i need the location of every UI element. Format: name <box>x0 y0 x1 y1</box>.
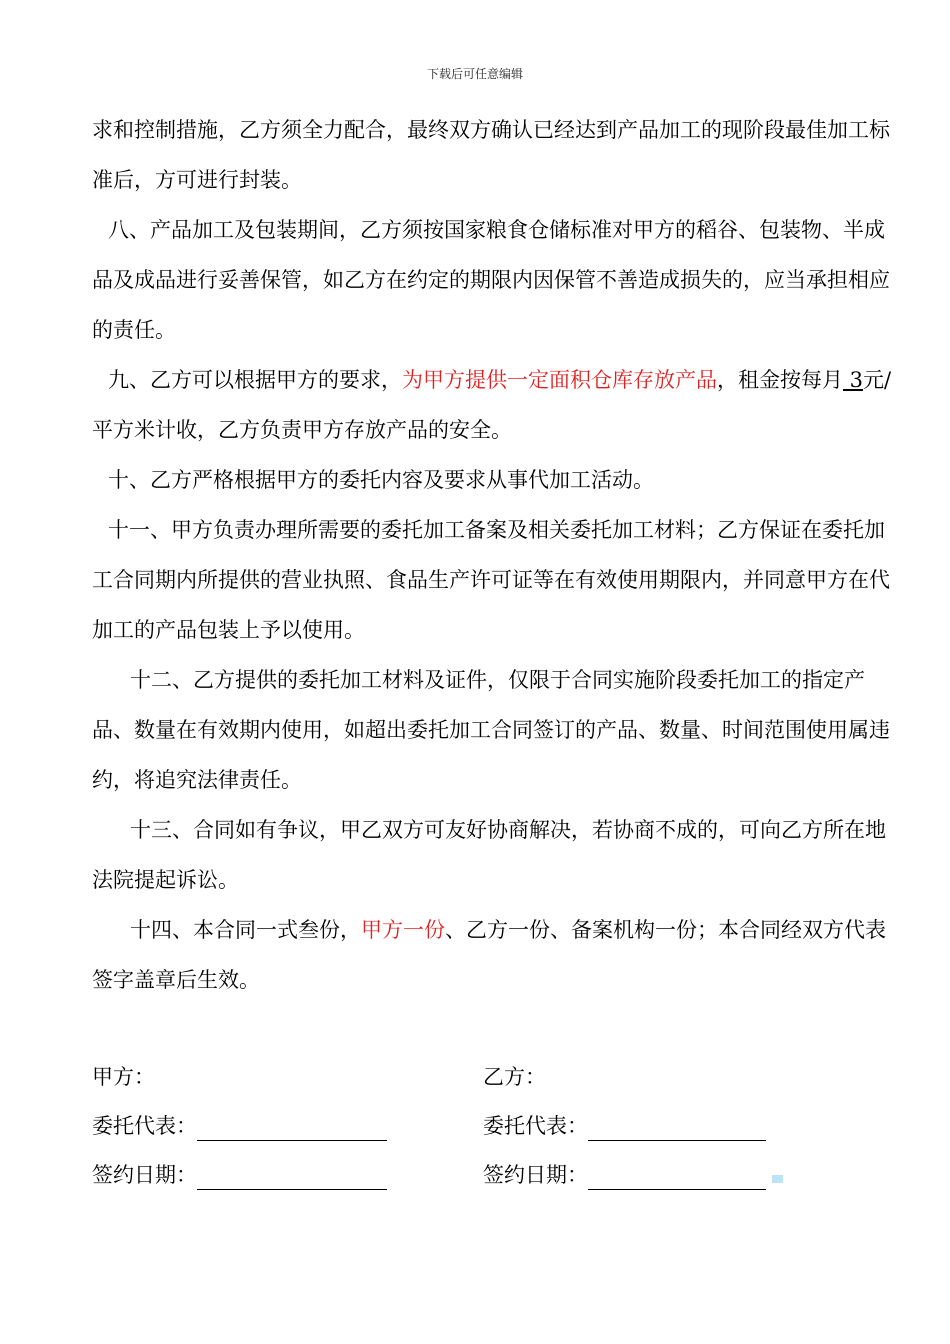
clause-10-text: 十、乙方严格根据甲方的委托内容及要求从事代加工活动。 <box>108 468 654 492</box>
party-a-representative <box>92 1111 387 1141</box>
party-b-representative <box>483 1111 766 1141</box>
clause-9-text-a: 九、乙方可以根据甲方的要求， <box>108 368 402 392</box>
clause-14-text-b: 、乙方一份、备案机构一份；本合同经双方代表签字盖章后生效。 <box>92 918 886 992</box>
clause-14 <box>92 905 892 1005</box>
rent-amount: 3 <box>843 368 864 392</box>
clause-9-text-c: 元/平方米计收，乙方负责甲方存放产品的安全。 <box>92 368 892 442</box>
date-label: 签约日期： <box>483 1163 588 1187</box>
party-a-label: 甲方： <box>92 1065 155 1089</box>
clause-10 <box>92 455 892 505</box>
clause-13-text: 十三、合同如有争议，甲乙双方可友好协商解决，若协商不成的，可向乙方所在地法院提起诉讼。 <box>92 818 886 892</box>
party-b-date-line[interactable] <box>588 1165 766 1190</box>
clause-12-text: 十二、乙方提供的委托加工材料及证件，仅限于合同实施阶段委托加工的指定产品、数量在有效期内使用，如超出委托加工合同签订的产品、数量、时间范围使用属违约，将追究法律责任。 <box>92 668 890 792</box>
selection-marker <box>772 1175 783 1183</box>
date-label: 签约日期： <box>92 1163 197 1187</box>
page-header: 下载后可任意编辑 <box>426 67 523 81</box>
party-b-label: 乙方： <box>483 1065 546 1089</box>
clause-8-text: 八、产品加工及包装期间，乙方须按国家粮食仓储标准对甲方的稻谷、包装物、半成品及成品进行妥善保管，如乙方在约定的期限内因保管不善造成损失的，应当承担相应的责任。 <box>92 218 890 342</box>
party-a-date <box>92 1160 387 1190</box>
clause-14-text-a: 十四、本合同一式叁份， <box>130 918 361 942</box>
clause-12 <box>92 655 892 805</box>
representative-label: 委托代表： <box>483 1114 588 1138</box>
clause-8 <box>92 205 897 355</box>
party-b-date <box>483 1160 766 1190</box>
clause-9 <box>92 355 892 455</box>
clause-11 <box>92 505 892 655</box>
representative-label: 委托代表： <box>92 1114 197 1138</box>
clause-13 <box>92 805 892 905</box>
paragraph-text: 求和控制措施，乙方须全力配合，最终双方确认已经达到产品加工的现阶段最佳加工标准后，方可进行封装。 <box>92 118 890 192</box>
party-b-representative-line[interactable] <box>588 1116 766 1141</box>
clause-9-text-b: ，租金按每月 <box>717 368 843 392</box>
clause-11-text: 十一、甲方负责办理所需要的委托加工备案及相关委托加工材料；乙方保证在委托加工合同期内所提供的营业执照、食品生产许可证等在有效使用期限内，并同意甲方在代加工的产品包装上予以使用。 <box>92 518 890 642</box>
clause-9-highlight: 为甲方提供一定面积仓库存放产品 <box>402 368 717 392</box>
paragraph-continued <box>92 105 892 205</box>
party-a-representative-line[interactable] <box>197 1116 387 1141</box>
party-a-date-line[interactable] <box>197 1165 387 1190</box>
clause-14-highlight: 甲方一份 <box>361 918 445 942</box>
